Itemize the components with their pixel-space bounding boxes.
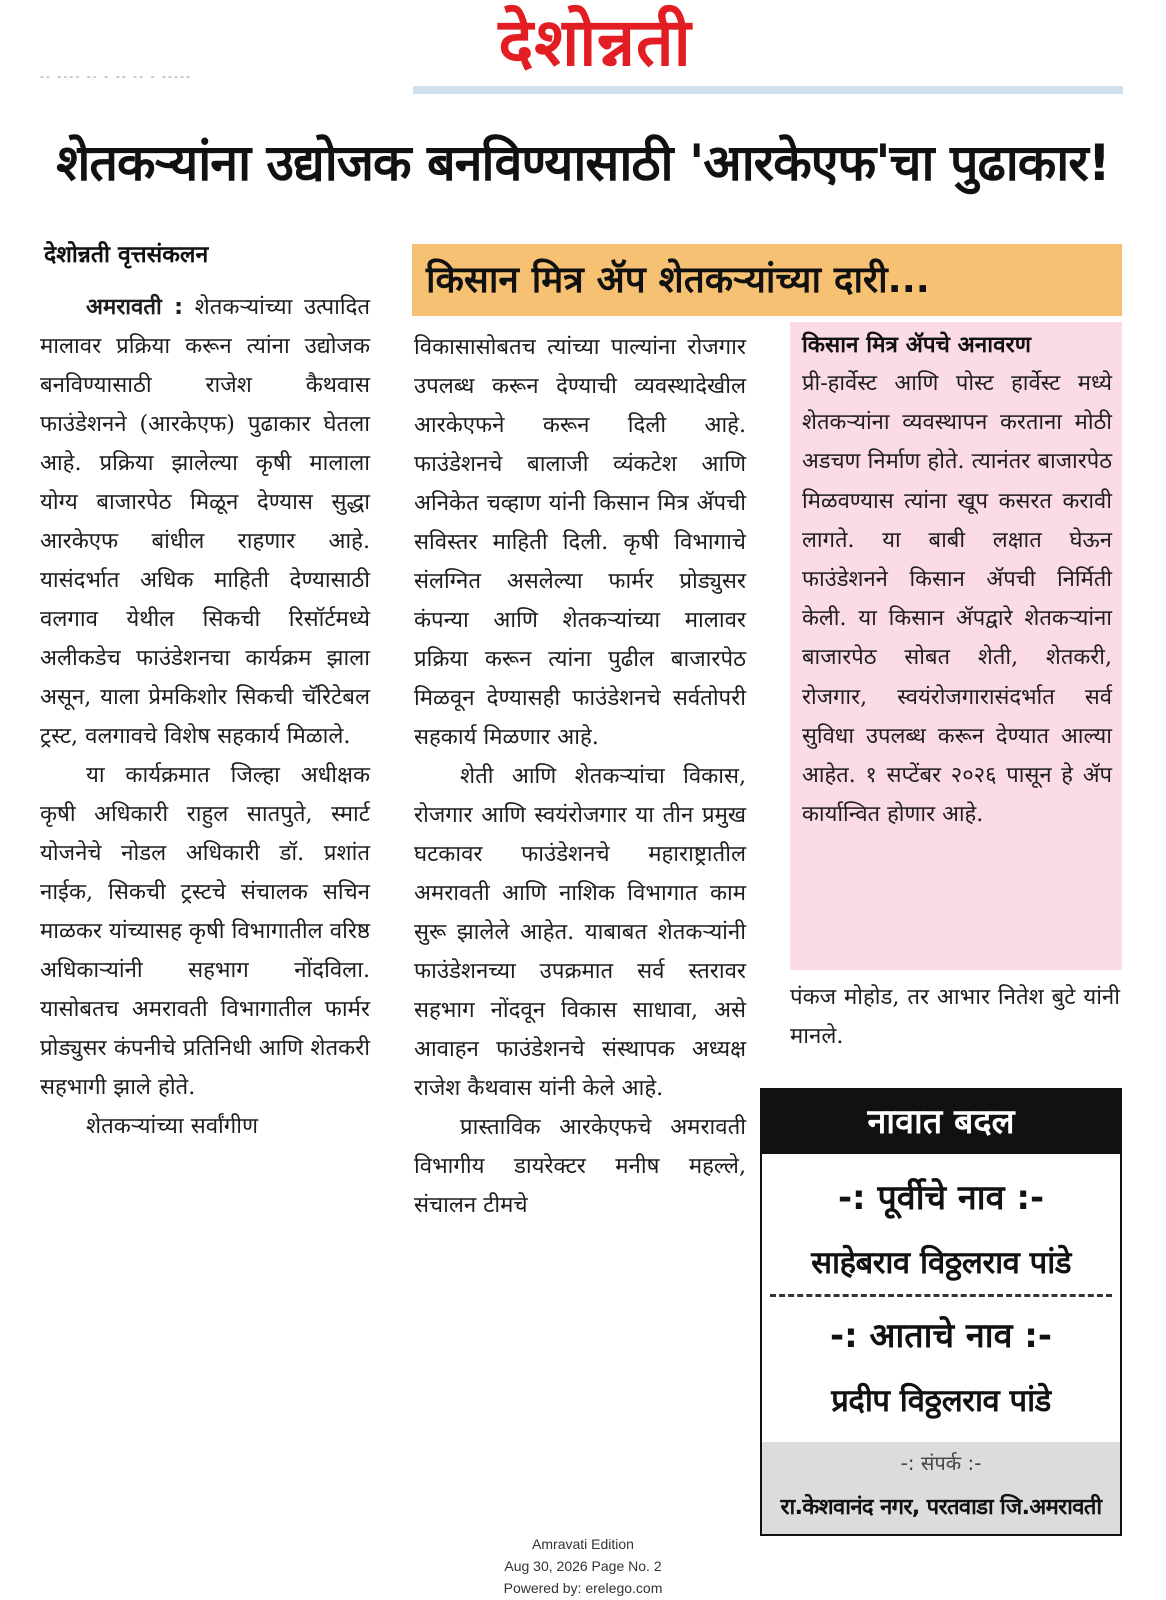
highlight-box-title: किसान मित्र ॲपचे अनावरण [802, 332, 1031, 358]
new-name-label: -: आताचे नाव :- [829, 1316, 1053, 1356]
top-strip-text: -- ---- -- - -- -- - ----- [40, 70, 192, 83]
headline: शेतकऱ्यांना उद्योजक बनविण्यासाठी 'आरकेएफ'चा पुढाकार! [56, 133, 1110, 192]
col1-paragraph-1 [40, 288, 370, 756]
article-column-2 [414, 328, 746, 1225]
contact-address: रा.केशवानंद नगर, परतवाडा जि.अमरावती [780, 1495, 1102, 1520]
article-column-3-tail [790, 978, 1120, 1056]
col2-paragraph-1: विकासासोबतच त्यांच्या पाल्यांना रोजगार उपलब्ध करून देण्याची व्यवस्थादेखील आरकेएफने करून दिली आहे. फाउंडेशनचे बालाजी व्यंकटेश आणि अनिकेत चव्हाण यांनी किसान मित्र ॲपची सविस्तर माहिती दिली. कृषी विभागाचे संलग्नित असलेल्या फार्मर प्रोड्युसर कंपन्या आणि शेतकऱ्यांच्या मालावर प्रक्रिया करून त्यांना पुढील बाजारपेठ मिळवून देण्यासही फाउंडेशनचे सर्वतोपरी सहकार्य मिळणार आहे. [414, 334, 746, 750]
col1-paragraph-3: शेतकऱ्यांच्या सर्वांगीण [86, 1113, 259, 1139]
col1-paragraph-2: या कार्यक्रमात जिल्हा अधीक्षक कृषी अधिकारी राहुल सातपुते, स्मार्ट योजनेचे नोडल अधिकारी डॉ. प्रशांत नाईक, सिकची ट्रस्टचे संचालक सचिन माळकर यांच्यासह कृषी विभागातील वरिष्ठ अधिकाऱ्यांनी सहभाग नोंदविला. यासोबतच अमरावती विभागातील फार्मर प्रोड्युसर कंपनीचे प्रतिनिधी आणि शेतकरी सहभागी झाले होते. [40, 762, 370, 1100]
col1-p1-text: शेतकऱ्यांच्या उत्पादित मालावर प्रक्रिया करून त्यांना उद्योजक बनविण्यासाठी राजेश कैथवास फाउंडेशनने (आरकेएफ) पुढाकार घेतला आहे. प्रक्रिया झालेल्या कृषी मालाला योग्य बाजारपेठ मिळून देण्यास सुद्धा आरकेएफ बांधील राहणार आहे. यासंदर्भात अधिक माहिती देण्यासाठी वलगाव येथील सिकची रिसॉर्टमध्ये अलीकडेच फाउंडेशनचा कार्यक्रम झाला असून, याला प्रेमकिशोर सिकची चॅरिटेबल ट्रस्ट, वलगावचे विशेष सहकार्य मिळाले. [40, 294, 370, 749]
col2-paragraph-3: प्रास्ताविक आरकेएफचे अमरावती विभागीय डायरेक्टर मनीष महल्ले, संचालन टीमचे [414, 1114, 746, 1218]
name-change-ad-title: नावात बदल [762, 1090, 1120, 1154]
col2-paragraph-2: शेती आणि शेतकऱ्यांचा विकास, रोजगार आणि स्वयंरोजगार या तीन प्रमुख घटकावर फाउंडेशनचे महाराष्ट्रातील अमरावती आणि नाशिक विभागात काम सुरू झालेले आहेत. याबाबत शेतकऱ्यांनी फाउंडेशनच्या उपक्रमात सर्व स्तरावर सहभाग नोंदवून विकास साधावा, असे आवाहन फाउंडेशनचे संस्थापक अध्यक्ष राजेश कैथवास यांनी केले आहे. [414, 763, 746, 1101]
article-column-1 [40, 288, 370, 1146]
old-name-label: -: पूर्वीचे नाव :- [837, 1178, 1045, 1218]
footer-powered-by[interactable]: Powered by: erelego.com [503, 1580, 663, 1596]
byline: देशोन्नती वृत्तसंकलन [44, 242, 209, 268]
dateline: अमरावती : [86, 294, 183, 320]
masthead-logo: देशोन्नती [498, 4, 692, 81]
contact-label: -: संपर्क :- [900, 1451, 982, 1475]
ad-divider [770, 1294, 1112, 1297]
sub-banner: किसान मित्र ॲप शेतकऱ्यांच्या दारी... [412, 244, 1122, 316]
name-change-ad-content [762, 1090, 1120, 1534]
old-name: साहेबराव विठ्ठलराव पांडे [811, 1245, 1071, 1281]
new-name: प्रदीप विठ्ठलराव पांडे [831, 1383, 1051, 1419]
footer-date-page: Aug 30, 2026 Page No. 2 [504, 1558, 662, 1574]
highlight-box-body: प्री-हार्वेस्ट आणि पोस्ट हार्वेस्ट मध्ये शेतकऱ्यांना व्यवस्थापन करताना मोठी अडचण निर्माण होते. त्यानंतर बाजारपेठ मिळवण्यास त्यांना खूप कसरत करावी लागते. या बाबी लक्षात घेऊन फाउंडेशनने किसान ॲपची निर्मिती केली. या किसान ॲपद्वारे शेतकऱ्यांना बाजारपेठ सोबत शेती, शेतकरी, रोजगार, स्वयंरोजगारासंदर्भात सर्व सुविधा उपलब्ध करून देण्यात आल्या आहेत. १ सप्टेंबर २०२६ पासून हे ॲप कार्यान्वित होणार आहे. [802, 371, 1112, 828]
col3-paragraph: पंकज मोहोड, तर आभार नितेश बुटे यांनी मानले. [790, 984, 1120, 1049]
footer-edition: Amravati Edition [532, 1536, 634, 1552]
masthead-rule [413, 86, 1123, 94]
highlight-box [790, 322, 1122, 970]
